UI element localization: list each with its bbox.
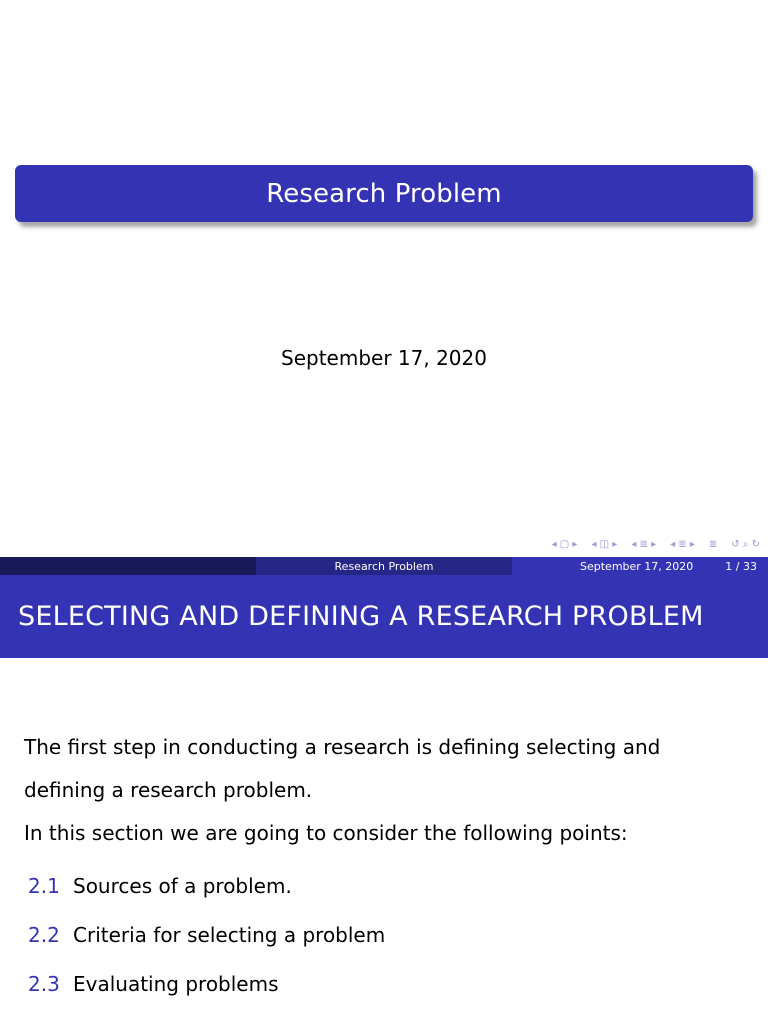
frame-title-bar [0,575,768,658]
footline [0,557,768,575]
list-item [24,960,744,1009]
paragraph-intro: The first step in conducting a research is defining selecting and defining a research problem. [24,735,661,802]
list-item-number: 2.2 [28,923,60,947]
nav-frame-icon[interactable]: ◂ ▢ ▸ [551,539,578,550]
list-item-number: 2.3 [28,972,60,996]
paragraph-points: In this section we are going to consider the following points: [24,821,628,845]
nav-section-icon[interactable]: ◂ ≣ ▸ [631,539,657,550]
footline-title-panel [256,557,512,575]
list-item-text: Sources of a problem. [73,874,292,898]
nav-search-icon[interactable]: ↺ ⌕ ↻ [731,539,760,550]
list-item-text: Evaluating problems [73,972,279,996]
list-item [24,911,744,960]
nav-subsection2-icon[interactable]: ◂ ≣ ▸ [670,539,695,550]
title-box [15,165,753,222]
footline-title: Research Problem [334,559,434,573]
beamer-navigation [552,538,760,552]
list-item-number: 2.1 [28,874,60,898]
slide-title: Research Problem [266,178,502,209]
enumeration-list [24,862,744,1009]
list-item-text: Criteria for selecting a problem [73,923,386,947]
slide-date: September 17, 2020 [281,346,487,370]
footline-date-panel [512,557,768,575]
footline-date: September 17, 2020 [580,559,694,573]
footline-author-panel [0,557,256,575]
nav-document-icon[interactable]: ≣ [708,539,718,550]
frame-title: SELECTING AND DEFINING A RESEARCH PROBLEM [18,601,704,632]
list-item [24,862,744,911]
nav-subsection-icon[interactable]: ◂ ◫ ▸ [591,539,618,550]
slide-body [24,726,744,1009]
footline-page-number: 1 / 33 [725,559,757,573]
